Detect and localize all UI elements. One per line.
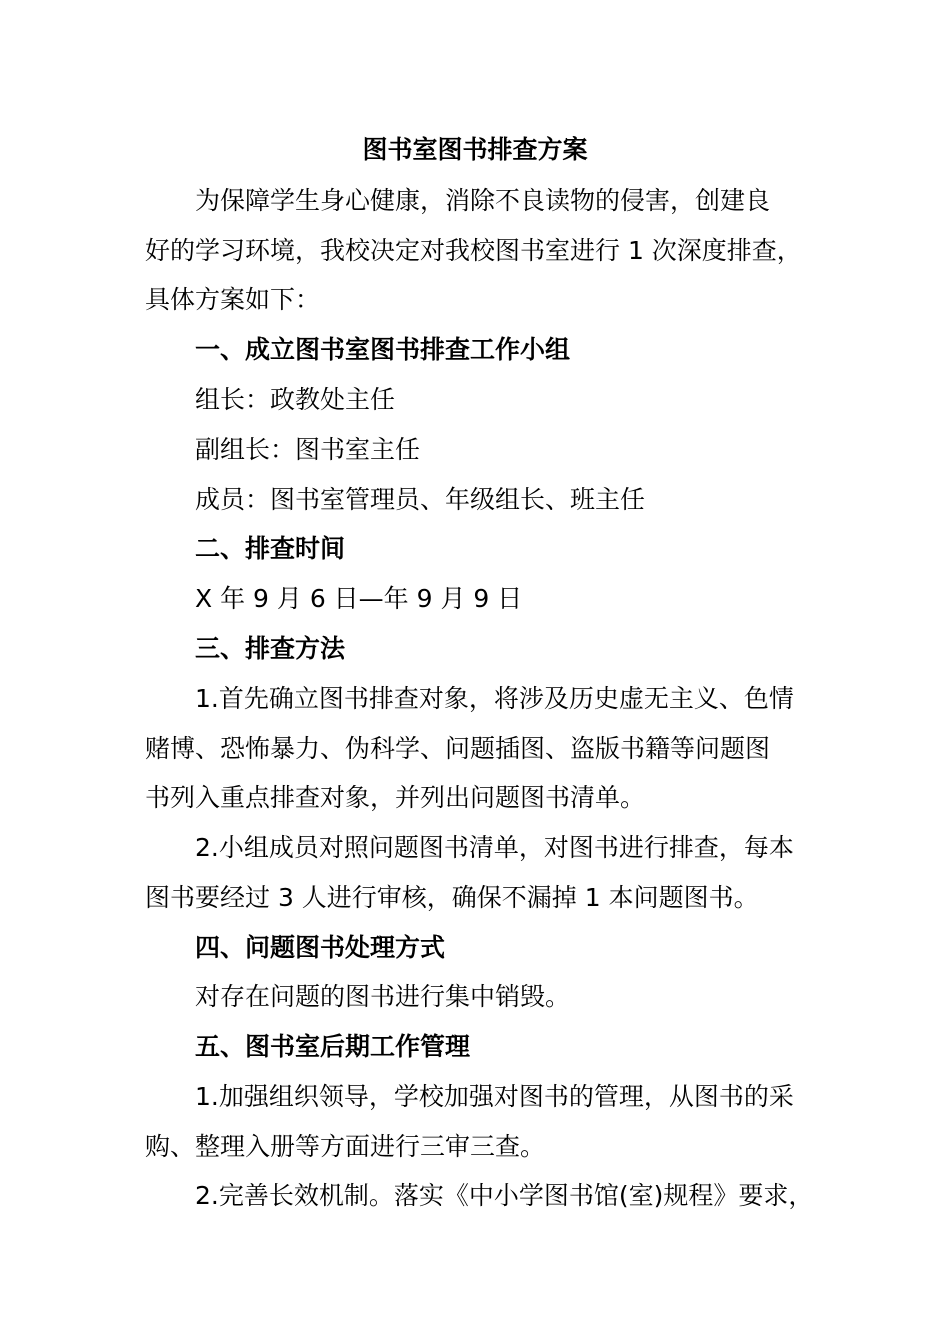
management-1-line-1: 1.加强组织领导，学校加强对图书的管理，从图书的采 xyxy=(195,1082,794,1111)
inspection-time: X 年 9 月 6 日—年 9 月 9 日 xyxy=(195,584,523,613)
section-4-heading: 四、问题图书处理方式 xyxy=(195,933,446,962)
method-2-line-2: 图书要经过 3 人进行审核，确保不漏掉 1 本问题图书。 xyxy=(145,883,759,912)
section-5-heading: 五、图书室后期工作管理 xyxy=(195,1032,471,1061)
section-2-heading: 二、排查时间 xyxy=(195,534,346,563)
group-vice-leader: 副组长：图书室主任 xyxy=(195,435,421,464)
intro-line-1: 为保障学生身心健康，消除不良读物的侵害，创建良 xyxy=(195,186,771,215)
group-members: 成员：图书室管理员、年级组长、班主任 xyxy=(195,485,646,514)
disposal-method: 对存在问题的图书进行集中销毁。 xyxy=(195,982,571,1011)
method-2-line-1: 2.小组成员对照问题图书清单，对图书进行排查，每本 xyxy=(195,833,794,862)
method-1-line-3: 书列入重点排查对象，并列出问题图书清单。 xyxy=(145,783,646,812)
method-1-line-1: 1.首先确立图书排查对象，将涉及历史虚无主义、色情 xyxy=(195,684,794,713)
management-1-line-2: 购、整理入册等方面进行三审三查。 xyxy=(145,1132,546,1161)
intro-line-3: 具体方案如下： xyxy=(145,285,321,314)
section-1-heading: 一、成立图书室图书排查工作小组 xyxy=(195,335,571,364)
group-leader: 组长：政教处主任 xyxy=(195,385,396,414)
method-1-line-2: 赌博、恐怖暴力、伪科学、问题插图、盗版书籍等问题图 xyxy=(145,734,771,763)
document-title: 图书室图书排查方案 xyxy=(362,135,588,164)
intro-line-2: 好的学习环境，我校决定对我校图书室进行 1 次深度排查， xyxy=(145,236,802,265)
section-3-heading: 三、排查方法 xyxy=(195,634,346,663)
management-2-line-1: 2.完善长效机制。落实《中小学图书馆(室)规程》要求， xyxy=(195,1181,814,1210)
